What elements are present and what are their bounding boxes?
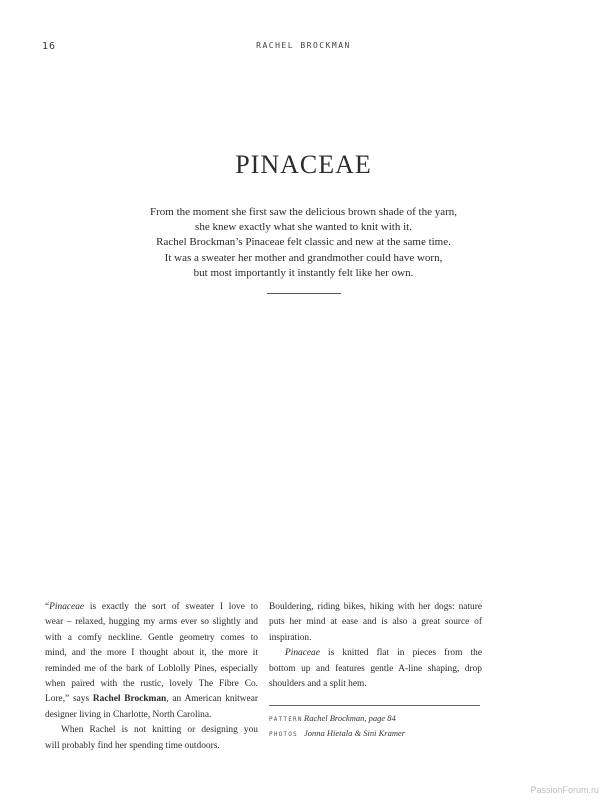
credit-label: PATTERN <box>269 716 303 723</box>
body-line: “Pinaceae is exactly the sort of sweater I love to <box>45 602 258 612</box>
watermark: PassionForum.ru <box>530 785 599 795</box>
credit-value: Rachel Brockman, page 84 <box>304 713 396 723</box>
pattern-name: Pinaceae <box>285 648 320 659</box>
body-line: When Rachel is not knitting or designing you <box>61 725 258 736</box>
body-line: with a comfy neckline. Gentle geometry comes to <box>45 632 258 643</box>
body-line: when paired with the rustic, lovely The Fibre Co. <box>45 679 258 690</box>
body-line: Lore,” says Rachel Brockman, an American knitwear <box>45 694 258 705</box>
body-paragraph <box>45 723 258 754</box>
body-column-right <box>269 600 482 692</box>
intro-line: she knew exactly what she wanted to knit with it. <box>195 221 412 234</box>
body-line: bottom up and features gentle A-line shaping, drop <box>269 663 482 674</box>
body-line: Pinaceae is knitted flat in pieces from the <box>285 648 482 659</box>
body-line: wear – relaxed, hugging my arms ever so slightly and <box>45 617 258 628</box>
body-line: Bouldering, riding bikes, hiking with her dogs: nature <box>269 602 482 612</box>
intro-line: Rachel Brockman’s Pinaceae felt classic and new at the same time. <box>156 236 451 249</box>
pattern-name: Pinaceae <box>49 602 85 612</box>
credit-label: PHOTOS <box>269 731 298 738</box>
body-paragraph <box>269 646 482 692</box>
body-line: inspiration. <box>269 632 312 643</box>
body-paragraph <box>269 600 482 646</box>
intro-standfirst <box>110 205 497 281</box>
credit-photos <box>269 728 405 739</box>
body-line: shoulders and a split hem. <box>269 679 367 690</box>
body-line: will probably find her spending time outdoors. <box>45 740 220 751</box>
intro-line: From the moment she first saw the delicious brown shade of the yarn, <box>149 206 458 218</box>
body-line: puts her mind at ease and is also a great source of <box>269 617 482 628</box>
intro-line: but most importantly it instantly felt like her own. <box>193 266 414 279</box>
article-title: PINACEAE <box>235 150 372 179</box>
body-line: designer living in Charlotte, North Carolina. <box>45 709 212 720</box>
body-line: reminded me of the bark of Loblolly Pines, especially <box>45 663 258 674</box>
body-column-left <box>45 600 258 754</box>
credit-pattern <box>269 713 396 724</box>
intro-line: It was a sweater her mother and grandmother could have worn, <box>164 251 443 264</box>
running-head: RACHEL BROCKMAN <box>256 41 351 50</box>
credit-value: Jonna Hietala & Sini Kramer <box>304 728 406 738</box>
body-line: mind, and the more I thought about it, the more it <box>45 648 258 659</box>
designer-name: Rachel Brockman <box>92 694 167 705</box>
page-number: 16 <box>42 41 57 52</box>
intro-divider <box>267 293 341 294</box>
credits-divider <box>269 705 480 706</box>
body-paragraph <box>45 600 258 723</box>
